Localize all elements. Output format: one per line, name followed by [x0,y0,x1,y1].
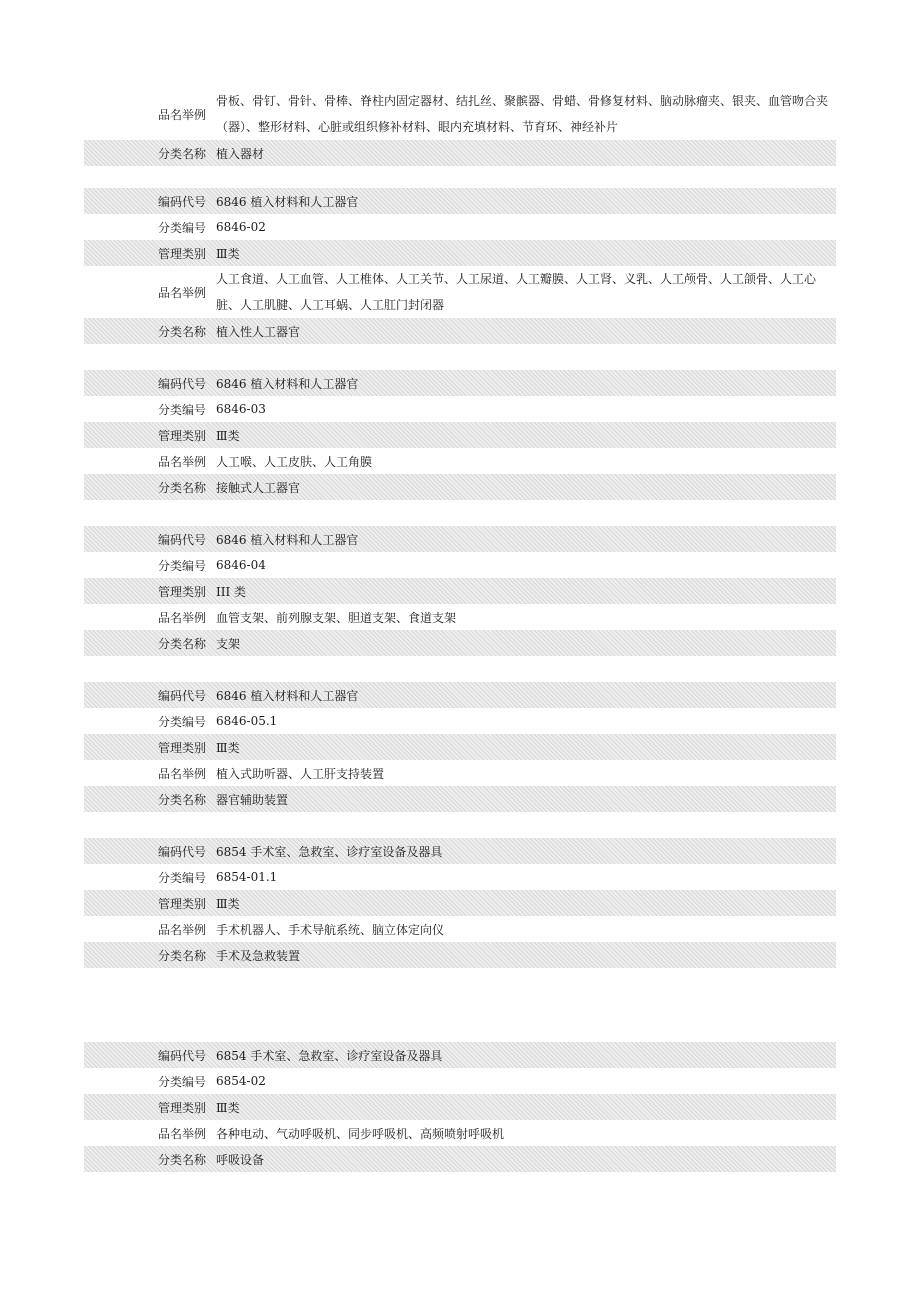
field-label: 品名举例 [158,454,207,469]
row-examples [84,1120,836,1146]
field-label: 分类名称 [158,948,207,963]
row-examples [84,760,836,786]
field-value: 6846-04 [216,558,266,572]
field-label: 管理类别 [158,246,207,261]
field-label: 分类编号 [158,870,207,885]
field-label: 分类名称 [158,636,207,651]
row-mgmt [84,578,836,604]
row-examples [84,88,836,140]
field-value: 植入性人工器官 [216,324,301,339]
field-label: 管理类别 [158,740,207,755]
field-value: 6846 植入材料和人工器官 [216,194,359,209]
row-mgmt [84,1094,836,1120]
row-number [84,864,836,890]
field-label: 分类编号 [158,714,207,729]
row-code [84,1042,836,1068]
field-label: 管理类别 [158,1100,207,1115]
field-label: 管理类别 [158,428,207,443]
field-label: 分类名称 [158,146,207,161]
field-label: 编码代号 [158,532,207,547]
row-examples [84,448,836,474]
field-value: III 类 [216,584,247,599]
field-value: 支架 [216,636,241,651]
field-label: 品名举例 [158,107,207,122]
field-label: 分类编号 [158,1074,207,1089]
field-value: 骨板、骨钉、骨针、骨棒、脊柱内固定器材、结扎丝、聚髌器、骨蜡、骨修复材料、脑动脉瘤夹、银夹、血管吻合夹（器）、整形材料、心脏或组织修补材料、眼内充填材料、节育环、神经补片 [216,94,829,134]
row-number [84,1068,836,1094]
row-name [84,630,836,656]
field-value: 人工食道、人工血管、人工椎体、人工关节、人工尿道、人工瓣膜、人工肾、义乳、人工颅骨、人工颌骨、人工心脏、人工肌腱、人工耳蜗、人工肛门封闭器 [216,272,817,312]
row-name [84,140,836,166]
field-value: 6846-05.1 [216,714,278,728]
field-value: 接触式人工器官 [216,480,301,495]
row-examples [84,266,836,318]
row-code [84,682,836,708]
field-value: 6846-02 [216,220,266,234]
row-code [84,838,836,864]
field-value: Ⅲ类 [216,428,240,443]
field-value: 6854-01.1 [216,870,278,884]
row-mgmt [84,240,836,266]
row-number [84,214,836,240]
row-name [84,786,836,812]
row-code [84,370,836,396]
field-label: 品名举例 [158,766,207,781]
field-value: 6854 手术室、急救室、诊疗室设备及器具 [216,844,443,859]
field-label: 品名举例 [158,610,207,625]
field-label: 编码代号 [158,376,207,391]
field-value: Ⅲ类 [216,896,240,911]
field-value: 6854-02 [216,1074,266,1088]
field-label: 管理类别 [158,896,207,911]
field-value: 呼吸设备 [216,1152,265,1167]
row-name [84,474,836,500]
field-value: 6846 植入材料和人工器官 [216,688,359,703]
field-value: 植入式助听器、人工肝支持装置 [216,766,385,781]
field-label: 分类编号 [158,558,207,573]
field-label: 管理类别 [158,584,207,599]
row-name [84,942,836,968]
row-number [84,396,836,422]
field-value: 器官辅助装置 [216,792,289,807]
field-label: 编码代号 [158,688,207,703]
field-value: 植入器材 [216,146,265,161]
field-value: 血管支架、前列腺支架、胆道支架、食道支架 [216,610,457,625]
field-value: Ⅲ类 [216,740,240,755]
field-label: 分类编号 [158,220,207,235]
field-label: 编码代号 [158,194,207,209]
row-examples [84,604,836,630]
field-label: 编码代号 [158,844,207,859]
field-label: 分类编号 [158,402,207,417]
field-label: 编码代号 [158,1048,207,1063]
field-label: 分类名称 [158,792,207,807]
row-mgmt [84,734,836,760]
row-code [84,188,836,214]
field-value: 人工喉、人工皮肤、人工角膜 [216,454,373,469]
row-examples [84,916,836,942]
row-name [84,1146,836,1172]
field-label: 分类名称 [158,480,207,495]
field-value: 6846 植入材料和人工器官 [216,376,359,391]
row-number [84,552,836,578]
field-value: 6846-03 [216,402,266,416]
field-label: 品名举例 [158,285,207,300]
field-value: 6846 植入材料和人工器官 [216,532,359,547]
field-value: Ⅲ类 [216,246,240,261]
row-mgmt [84,422,836,448]
field-label: 分类名称 [158,324,207,339]
field-label: 分类名称 [158,1152,207,1167]
row-code [84,526,836,552]
field-value: 手术及急救装置 [216,948,301,963]
field-label: 品名举例 [158,1126,207,1141]
field-label: 品名举例 [158,922,207,937]
field-value: Ⅲ类 [216,1100,240,1115]
field-value: 手术机器人、手术导航系统、脑立体定向仪 [216,922,445,937]
field-value: 6854 手术室、急救室、诊疗室设备及器具 [216,1048,443,1063]
field-value: 各种电动、气动呼吸机、同步呼吸机、高频喷射呼吸机 [216,1126,505,1141]
row-name [84,318,836,344]
row-mgmt [84,890,836,916]
row-number [84,708,836,734]
